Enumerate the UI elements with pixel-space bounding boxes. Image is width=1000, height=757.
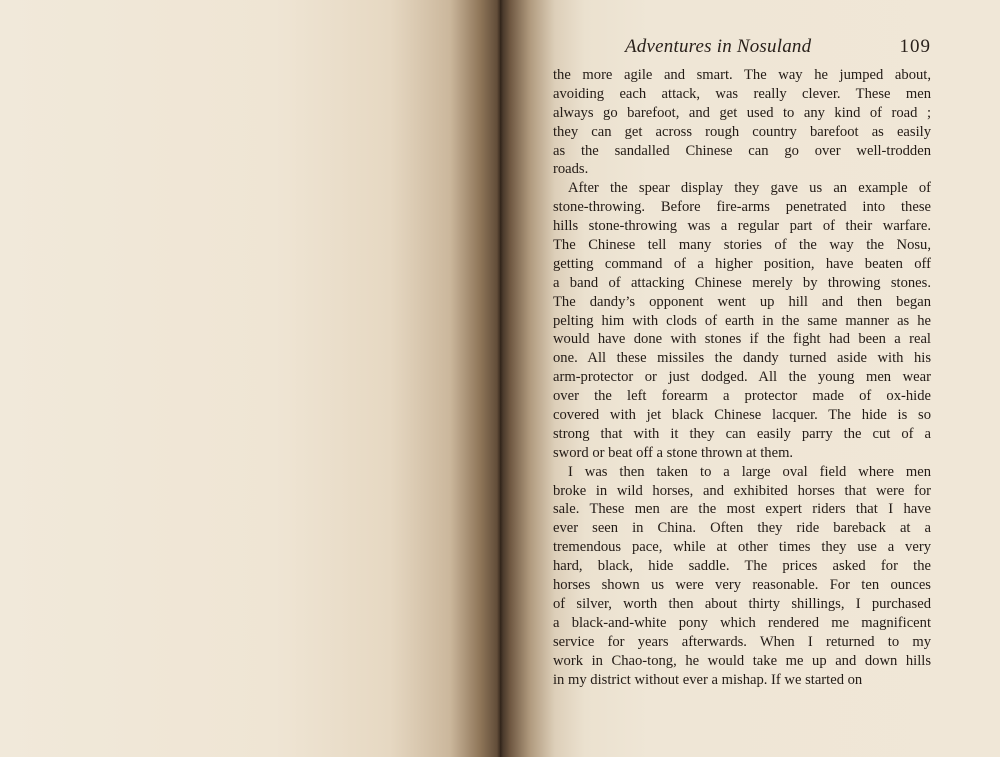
text-line: they can get across rough country barefoot as easily (553, 123, 931, 140)
text-line: as the sandalled Chinese can go over well-trodden (553, 142, 931, 159)
text-line: always go barefoot, and get used to any kind of road ; (553, 104, 931, 121)
text-line: over the left forearm a protector made of ox-hide (553, 388, 931, 405)
text-line: avoiding each attack, was really clever. These men (553, 85, 931, 102)
text-line: After the spear display they gave us an example of (568, 180, 931, 197)
text-line: covered with jet black Chinese lacquer. The hide is so (553, 407, 931, 424)
text-line: I was then taken to a large oval field where men (568, 463, 931, 480)
page-number: 109 (899, 36, 931, 57)
text-line: ever seen in China. Often they ride bareback at a (553, 520, 931, 537)
text-line: a band of attacking Chinese merely by throwing stones. (553, 274, 931, 291)
text-line: sword or beat off a stone thrown at them. (553, 444, 794, 461)
text-line: arm-protector or just dodged. All the young men wear (553, 369, 931, 386)
text-line: would have done with stones if the fight had been a real (553, 331, 931, 348)
text-line: stone-throwing. Before fire-arms penetrated into these (553, 199, 931, 216)
text-line: The dandy’s opponent went up hill and then began (553, 293, 931, 310)
text-line: getting command of a higher position, have beaten off (553, 255, 931, 272)
running-head (553, 36, 931, 62)
book-gutter (497, 0, 503, 757)
text-line: roads. (553, 161, 589, 178)
text-line: service for years afterwards. When I returned to my (553, 633, 931, 650)
page-body-text (553, 66, 931, 689)
text-line: broke in wild horses, and exhibited horses that were for (553, 482, 931, 499)
text-line: horses shown us were very reasonable. For ten ounces (553, 577, 931, 594)
running-title: Adventures in Nosuland (625, 36, 812, 57)
text-line: work in Chao-tong, he would take me up and down hills (553, 652, 931, 669)
text-line: one. All these missiles the dandy turned aside with his (553, 350, 931, 367)
text-line: pelting him with clods of earth in the same manner as he (553, 312, 931, 329)
paragraph (553, 66, 931, 179)
text-line: in my district without ever a mishap. If we started on (553, 671, 863, 688)
text-line: sale. These men are the most expert riders that I have (553, 501, 931, 518)
text-line: a black-and-white pony which rendered me magnificent (553, 614, 931, 631)
text-line: of silver, worth then about thirty shillings, I purchased (553, 595, 931, 612)
paragraph (553, 179, 931, 462)
text-line: strong that with it they can easily parry the cut of a (553, 425, 931, 442)
text-line: the more agile and smart. The way he jumped about, (553, 67, 931, 83)
text-line: hills stone-throwing was a regular part of their warfare. (553, 218, 931, 235)
text-line: tremendous pace, while at other times they use a very (553, 539, 931, 556)
text-line: hard, black, hide saddle. The prices asked for the (553, 558, 931, 575)
paragraph (553, 463, 931, 690)
text-line: The Chinese tell many stories of the way the Nosu, (553, 237, 931, 254)
